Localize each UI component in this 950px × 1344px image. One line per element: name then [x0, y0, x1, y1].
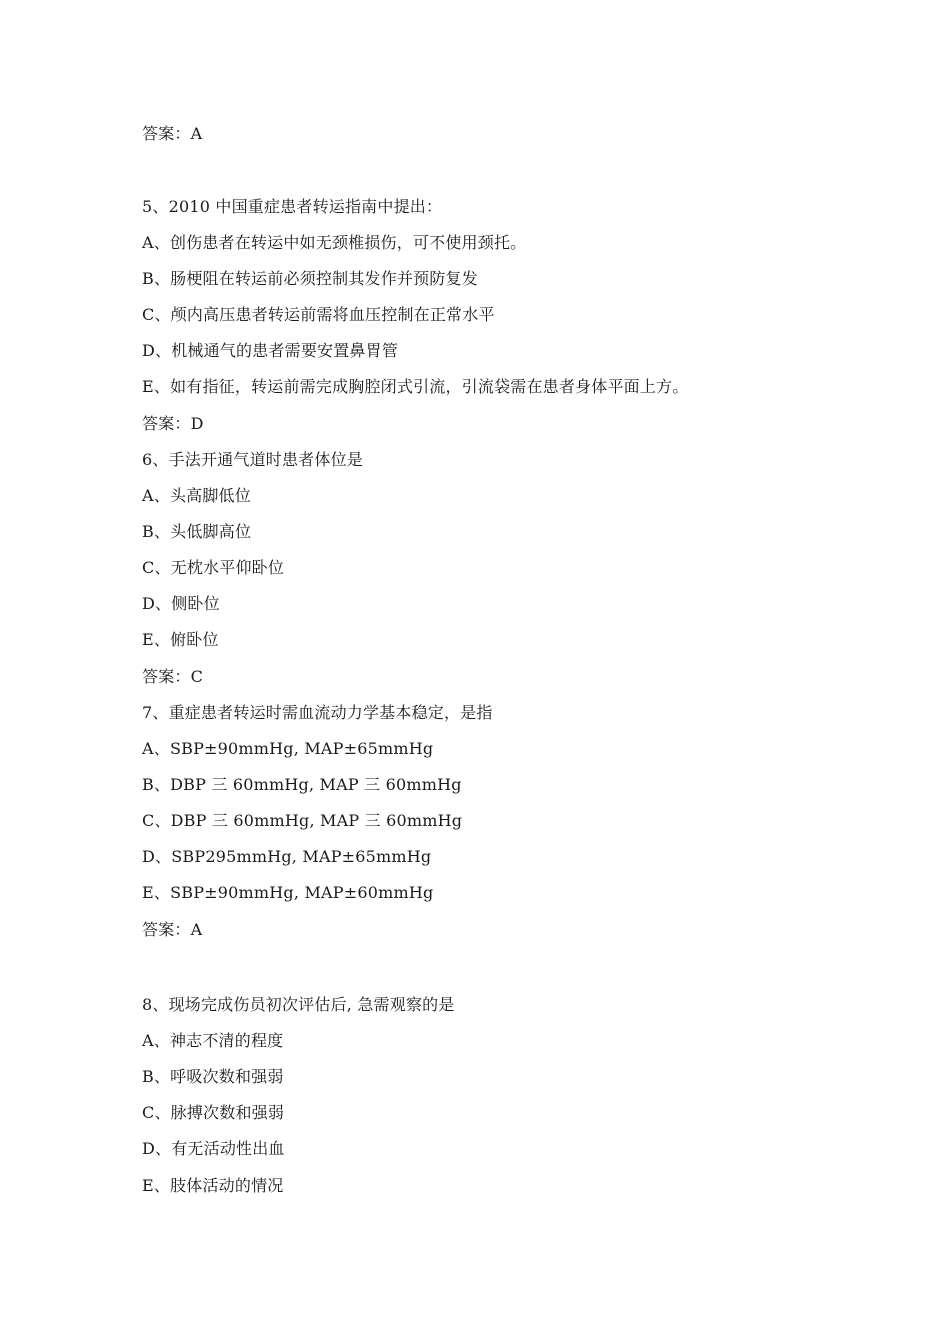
question-8-option-a: A、神志不清的程度: [142, 1031, 284, 1050]
question-6-option-d: D、侧卧位: [142, 594, 220, 613]
question-7-option-b: B、DBP 三 60mmHg, MAP 三 60mmHg: [142, 775, 462, 794]
question-8-option-d: D、有无活动性出血: [142, 1139, 285, 1158]
question-6-option-e: E、俯卧位: [142, 630, 219, 649]
question-7-option-d: D、SBP295mmHg, MAP±65mmHg: [142, 847, 432, 866]
question-6-option-c: C、无枕水平仰卧位: [142, 558, 285, 577]
question-8: 8、现场完成伤员初次评估后, 急需观察的是: [142, 995, 455, 1014]
answer-line: 答案：A: [142, 920, 203, 939]
question-5-option-e: E、如有指征，转运前需完成胸腔闭式引流，引流袋需在患者身体平面上方。: [142, 377, 689, 396]
question-7-option-e: E、SBP±90mmHg, MAP±60mmHg: [142, 883, 434, 902]
question-6: 6、手法开通气道时患者体位是: [142, 450, 363, 469]
answer-line: 答案：A: [142, 124, 203, 143]
question-8-option-c: C、脉搏次数和强弱: [142, 1103, 285, 1122]
question-5: 5、2010 中国重症患者转运指南中提出：: [142, 197, 443, 216]
question-6-option-b: B、头低脚高位: [142, 522, 252, 541]
answer-line: 答案：C: [142, 667, 204, 686]
question-7-option-c: C、DBP 三 60mmHg, MAP 三 60mmHg: [142, 811, 463, 830]
question-5-option-d: D、机械通气的患者需要安置鼻胃管: [142, 341, 399, 360]
question-7-option-a: A、SBP±90mmHg, MAP±65mmHg: [142, 739, 434, 758]
question-7: 7、重症患者转运时需血流动力学基本稳定，是指: [142, 703, 493, 722]
answer-line: 答案：D: [142, 414, 204, 433]
question-5-option-a: A、创伤患者在转运中如无颈椎损伤，可不使用颈托。: [142, 233, 527, 252]
question-5-option-b: B、肠梗阻在转运前必须控制其发作并预防复发: [142, 269, 478, 288]
question-6-option-a: A、头高脚低位: [142, 486, 251, 505]
question-5-option-c: C、颅内高压患者转运前需将血压控制在正常水平: [142, 305, 495, 324]
question-8-option-e: E、肢体活动的情况: [142, 1176, 284, 1195]
question-8-option-b: B、呼吸次数和强弱: [142, 1067, 284, 1086]
